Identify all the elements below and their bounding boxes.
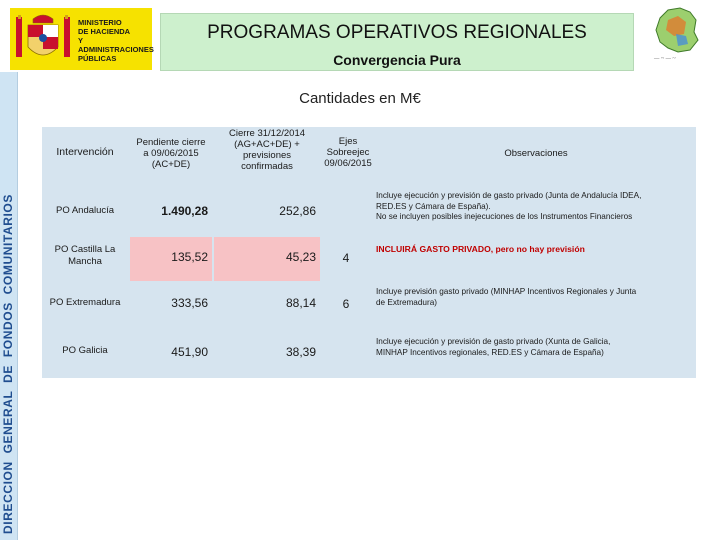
header-pendiente (130, 127, 212, 187)
observaciones-line: No se incluyen posibles inejecuciones de los Instrumentos Financieros (376, 212, 633, 221)
intervencion-text: PO Galicia (62, 345, 108, 356)
intervencion-text: PO Extremadura (49, 297, 121, 308)
svg-text:— ~ — ~: — ~ — ~ (654, 56, 676, 62)
units-label: Cantidades en M€ (299, 90, 421, 107)
table-row (42, 331, 696, 378)
pendiente-cell (130, 189, 212, 235)
ejes-cell (322, 189, 374, 235)
pendiente-value: 333,56 (171, 296, 208, 310)
header-ejes (322, 127, 374, 187)
page-title: PROGRAMAS OPERATIVOS REGIONALES (207, 22, 587, 43)
ejes-cell (322, 331, 374, 378)
header-text: a 09/06/2015 (143, 148, 199, 159)
intervencion-text: Mancha (68, 256, 102, 267)
header-text: Ejes (338, 136, 358, 147)
header-cierre (214, 127, 320, 187)
cierre-value: 38,39 (285, 345, 316, 359)
header-text: (AG+AC+DE) + (234, 139, 300, 150)
ejes-value: 4 (342, 251, 350, 265)
table-row (42, 283, 696, 329)
observaciones-cell (376, 283, 696, 329)
pendiente-cell (130, 331, 212, 378)
ministry-line: Y ADMINISTRACIONES (78, 36, 154, 54)
ejes-cell (322, 283, 374, 329)
header-intervencion (42, 127, 128, 187)
pendiente-value: 451,90 (171, 345, 208, 359)
header-observaciones (376, 127, 696, 187)
cierre-value: 88,14 (285, 296, 316, 310)
intervencion-text: PO Andalucía (56, 205, 115, 216)
coat-of-arms-icon (16, 11, 70, 67)
cierre-cell (214, 189, 320, 235)
side-band (0, 72, 18, 540)
header-text: Cierre 31/12/2014 (228, 128, 306, 139)
title-banner (160, 13, 634, 71)
spain-map-logo-icon (646, 2, 706, 62)
intervencion-cell (42, 283, 128, 329)
header-text: (AC+DE) (151, 159, 191, 170)
observaciones-line: de Extremadura) (376, 297, 437, 307)
ejes-value: 6 (342, 297, 350, 311)
cierre-value: 252,86 (279, 204, 316, 218)
observaciones-cell (376, 189, 696, 235)
table-row (42, 237, 696, 281)
pendiente-value: 135,52 (171, 250, 208, 264)
ejes-cell (322, 237, 374, 281)
cierre-cell (214, 283, 320, 329)
intervencion-cell (42, 237, 128, 281)
header-text: Observaciones (504, 148, 568, 159)
intervencion-cell (42, 331, 128, 378)
header-text: Pendiente cierre (136, 137, 206, 148)
cierre-cell (214, 237, 320, 281)
observaciones-cell (376, 237, 696, 281)
intervencion-text: PO Castilla La (54, 244, 116, 255)
side-band-text: DIRECCION GENERAL DE FONDOS COMUNITARIOS (1, 194, 15, 534)
observaciones-line: Incluye previsión gasto privado (MINHAP Incentivos Regionales y Junta (376, 287, 637, 296)
header-text: previsiones (242, 150, 292, 161)
observaciones-line: RED.ES y Cámara de España). (376, 201, 491, 211)
pendiente-value: 1.490,28 (161, 204, 208, 218)
cierre-value: 45,23 (285, 250, 316, 264)
pendiente-cell (130, 283, 212, 329)
cierre-cell (214, 331, 320, 378)
observaciones-line: MINHAP Incentivos regionales, RED.ES y Cámara de España) (376, 347, 604, 357)
ministry-line: PÚBLICAS (78, 54, 117, 63)
page-subtitle: Convergencia Pura (333, 52, 461, 68)
ministry-logo (10, 8, 152, 70)
ministry-name (78, 18, 154, 63)
pendiente-cell (130, 237, 212, 281)
observaciones-line: Incluye ejecución y previsión de gasto privado (Junta de Andalucía IDEA, (376, 191, 642, 200)
programs-table (42, 127, 696, 378)
table-row (42, 189, 696, 235)
header-text: Sobreejec (326, 147, 370, 158)
observaciones-line: INCLUIRÁ GASTO PRIVADO, pero no hay previsión (376, 244, 585, 254)
table-header-row (42, 127, 696, 187)
header-text: Intervención (56, 146, 114, 158)
ministry-line: MINISTERIO (78, 18, 122, 27)
header-text: 09/06/2015 (324, 158, 372, 169)
intervencion-cell (42, 189, 128, 235)
observaciones-line: Incluye ejecución y previsión de gasto privado (Xunta de Galicia, (376, 337, 611, 346)
observaciones-cell (376, 331, 696, 378)
ministry-line: DE HACIENDA (78, 27, 131, 36)
header-text: confirmadas (241, 161, 293, 172)
